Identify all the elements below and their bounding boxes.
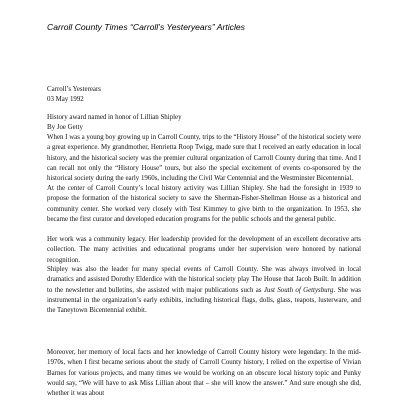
paragraph-1: When I was a young boy growing up in Carroll County, trips to the “History House” of the historical society were a great experience. My grandmother, Henrietta Roop Twigg, made sure that I received an early education in local history, and the historical society was the premier cultural organization of Carroll County during that time. And I can recall not only the “History House” tours, but also the special excitement of events co-sponsored by the historical society during the early 1960s, including the Civil War Centennial and the Westminster Bicentennial. [47,134,361,183]
book-title: Just South of Gettysburg [263,286,334,294]
paragraph-4-text-b: . She was instrumental in the organization’s early exhibits, including historical flags, dolls, glass, teapots, lusterware, and the Taneytown Bicentennial exhibit. [47,286,361,315]
column-name: Carroll’s Yesterears [47,86,101,93]
paragraph-4 [47,265,361,316]
article-meta [47,85,361,106]
paragraph-2: At the center of Carroll County’s local history activity was Lillian Shipley. She had the foresight in 1939 to propose the formation of the historical society to save the Sherman-Fisher-Shellman House as a historical and community center. She worked very closely with Test Kimmey to give birth to the organization. In 1953, she became the first curator and developed education programs for the public schools and the general public. [47,185,361,223]
paragraph-3: Her work was a community legacy. Her leadership provided for the development of an excellent decorative arts collection. The many activities and educational programs under her supervision were honored by national recognition. [47,236,361,264]
paragraph-4-text-a: Shipley was also the leader for many special events of Carroll County. She was always involved in local dramatics and assisted Dorothy Elderdice with the historical society play The House that Jacob Built. In addition to the newsletter and bulletins, she assisted with major publications such as [47,266,361,294]
article-title-block [47,113,361,134]
document-header-title: Carroll County Times “Carroll’s Yesteryears” Articles [47,22,245,32]
publication-date: 03 May 1992 [47,96,84,104]
article-headline: History award named in honor of Lillian Shipley [47,114,182,121]
paragraph-5: Moreover, her memory of local facts and her knowledge of Carroll County history were legendary. In the mid-1970s, when I first became serious about the study of Carroll County history, I relied on the expertise of Vivian Barnes for various projects, and many times we would be working on an obscure local history topic and Punky would say, “We will have to ask Miss Lillian about that – she will know the answer.” And sure enough she did, whether it was about [47,349,361,398]
article-byline: By Joe Getty [47,124,83,132]
